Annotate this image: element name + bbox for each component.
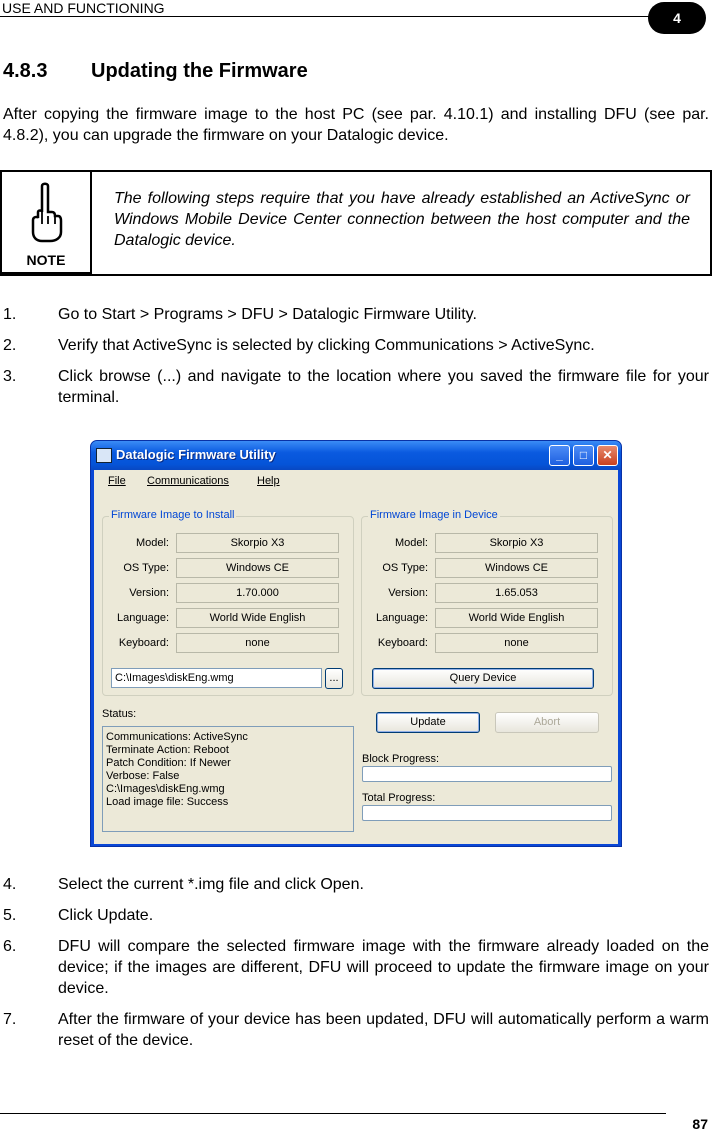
close-button[interactable]: ✕: [597, 445, 618, 466]
update-button[interactable]: Update: [376, 712, 480, 733]
step-text: Go to Start > Programs > DFU > Datalogic Firmware Utility.: [58, 306, 477, 323]
device-model-label: Model:: [394, 537, 428, 549]
window-title: Datalogic Firmware Utility: [116, 447, 276, 462]
device-group-caption: Firmware Image in Device: [370, 509, 498, 521]
abort-button[interactable]: Abort: [495, 712, 599, 733]
device-keyboard-label: Keyboard:: [377, 637, 428, 649]
running-header: [0, 0, 712, 40]
install-language-label: Language:: [117, 612, 169, 624]
menu-communications[interactable]: Communications: [147, 475, 229, 487]
total-progress-label: Total Progress:: [362, 792, 436, 804]
status-line: C:\Images\diskEng.wmg: [106, 783, 225, 795]
steps-list-1: [0, 304, 712, 418]
menu-file[interactable]: File: [108, 475, 126, 487]
install-model-label: Model:: [135, 537, 169, 549]
step-number: 5.: [3, 907, 17, 924]
section-heading: [3, 60, 308, 83]
install-model-value: Skorpio X3: [176, 533, 339, 553]
status-line: Terminate Action: Reboot: [106, 744, 229, 756]
device-os-value: Windows CE: [435, 558, 598, 578]
app-icon: [96, 448, 112, 463]
device-model-value: Skorpio X3: [435, 533, 598, 553]
step-text: Select the current *.img file and click Open.: [58, 876, 364, 893]
device-os-label: OS Type:: [382, 562, 428, 574]
note-box: [0, 170, 712, 276]
minimize-button[interactable]: _: [549, 445, 570, 466]
intro-paragraph: After copying the firmware image to the host PC (see par. 4.10.1) and installing DFU (see par. 4.8.2), you can upgrade the firmware on your Datalogic device.: [3, 106, 709, 144]
list-item: [0, 1009, 712, 1051]
section-title: Updating the Firmware: [91, 60, 308, 82]
list-item: [0, 335, 712, 356]
note-label: NOTE: [26, 252, 66, 268]
step-number: 6.: [3, 938, 17, 955]
device-group: [361, 509, 613, 696]
install-os-label: OS Type:: [123, 562, 169, 574]
install-keyboard-value: none: [176, 633, 339, 653]
steps-list-2: [0, 874, 712, 1061]
section-number: 4.8.3: [3, 60, 48, 82]
step-text: DFU will compare the selected firmware image with the firmware already loaded on the device; if the images are different, DFU will proceed to update the firmware image on your device.: [58, 938, 709, 997]
list-item: [0, 366, 712, 408]
device-language-label: Language:: [376, 612, 428, 624]
step-text: Click Update.: [58, 907, 154, 924]
step-number: 2.: [3, 337, 17, 354]
list-item: [0, 874, 712, 895]
total-progress-bar: [362, 805, 612, 821]
list-item: [0, 304, 712, 325]
pointing-hand-icon: [28, 182, 64, 244]
note-text: The following steps require that you have already established an ActiveSync or Windows Mobile Device Center connection between the host computer and the Datalogic device.: [114, 190, 690, 249]
install-version-value: 1.70.000: [176, 583, 339, 603]
device-version-value: 1.65.053: [435, 583, 598, 603]
block-progress-bar: [362, 766, 612, 782]
list-item: [0, 905, 712, 926]
firmware-utility-window: [90, 440, 622, 847]
page-number: 87: [692, 1116, 708, 1131]
step-text: Verify that ActiveSync is selected by clicking Communications > ActiveSync.: [58, 337, 595, 354]
menu-bar: [94, 470, 618, 490]
status-label: Status:: [102, 708, 137, 720]
image-path-input[interactable]: C:\Images\diskEng.wmg: [111, 668, 322, 688]
status-line: Patch Condition: If Newer: [106, 757, 231, 769]
query-device-button[interactable]: Query Device: [372, 668, 594, 689]
step-number: 3.: [3, 368, 17, 385]
step-number: 4.: [3, 876, 17, 893]
note-icon-cell: [2, 172, 92, 274]
window-client: [94, 470, 618, 844]
install-os-value: Windows CE: [176, 558, 339, 578]
status-line: Communications: ActiveSync: [106, 731, 248, 743]
device-version-label: Version:: [388, 587, 428, 599]
block-progress-label: Block Progress:: [362, 753, 440, 765]
status-log[interactable]: [102, 726, 354, 832]
status-line: Verbose: False: [106, 770, 180, 782]
step-text: Click browse (...) and navigate to the location where you saved the firmware file for your terminal.: [58, 368, 709, 406]
step-text: After the firmware of your device has been updated, DFU will automatically perform a warm reset of the device.: [58, 1011, 709, 1049]
list-item: [0, 936, 712, 999]
chapter-badge: 4: [648, 2, 706, 34]
install-group-caption: Firmware Image to Install: [111, 509, 235, 521]
install-version-label: Version:: [129, 587, 169, 599]
maximize-button[interactable]: □: [573, 445, 594, 466]
step-number: 1.: [3, 306, 17, 323]
install-group: [102, 509, 354, 696]
menu-help[interactable]: Help: [257, 475, 280, 487]
step-number: 7.: [3, 1011, 17, 1028]
header-rule: [0, 16, 650, 17]
running-header-title: USE AND FUNCTIONING: [2, 0, 165, 16]
device-language-value: World Wide English: [435, 608, 598, 628]
status-line: Load image file: Success: [106, 796, 229, 808]
install-keyboard-label: Keyboard:: [118, 637, 169, 649]
device-keyboard-value: none: [435, 633, 598, 653]
install-language-value: World Wide English: [176, 608, 339, 628]
browse-button[interactable]: ...: [325, 668, 343, 689]
window-titlebar[interactable]: [91, 441, 621, 470]
footer-rule: [0, 1113, 666, 1114]
